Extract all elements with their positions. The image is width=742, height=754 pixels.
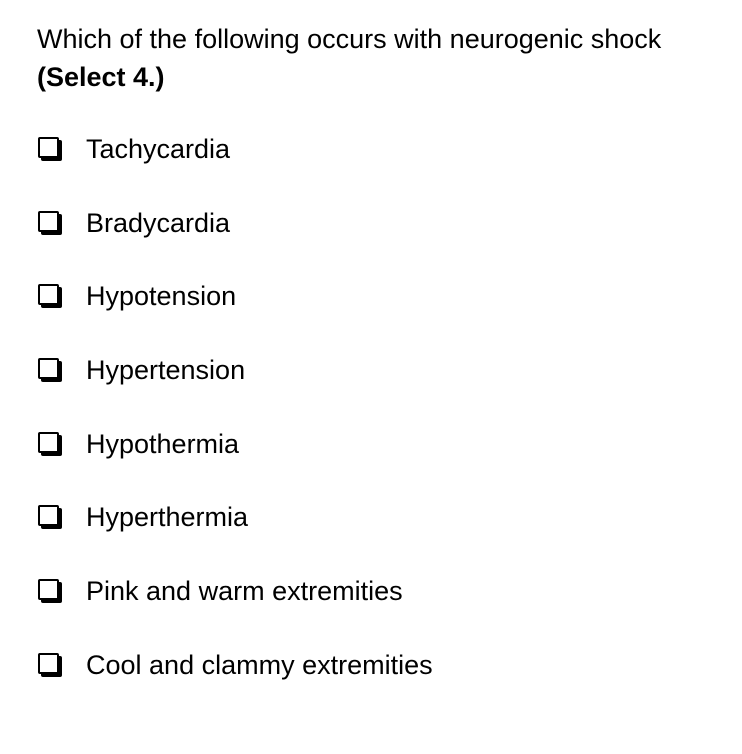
checkbox-icon[interactable]	[38, 358, 62, 382]
answer-options-list	[38, 130, 433, 720]
option-hypothermia[interactable]	[38, 425, 433, 463]
checkbox-square	[38, 284, 59, 305]
checkbox-icon[interactable]	[38, 211, 62, 235]
checkbox-square	[38, 653, 59, 674]
checkbox-square	[38, 505, 59, 526]
option-cool-clammy-extremities[interactable]	[38, 646, 433, 684]
option-label: Hyperthermia	[86, 502, 249, 533]
checkbox-icon[interactable]	[38, 137, 62, 161]
option-label: Bradycardia	[86, 207, 231, 238]
checkbox-square	[38, 432, 59, 453]
option-label: Pink and warm extremities	[86, 576, 403, 607]
checkbox-icon[interactable]	[38, 653, 62, 677]
option-hypotension[interactable]	[38, 277, 433, 315]
option-label: Hypotension	[86, 281, 237, 312]
checkbox-icon[interactable]	[38, 579, 62, 603]
question-text: Which of the following occurs with neurogenic shock	[37, 24, 662, 54]
checkbox-icon[interactable]	[38, 432, 62, 456]
select-instruction: (Select 4.)	[37, 62, 165, 92]
option-label: Cool and clammy extremities	[86, 649, 433, 680]
checkbox-square	[38, 211, 59, 232]
option-label: Hypothermia	[86, 428, 240, 459]
option-pink-warm-extremities[interactable]	[38, 572, 433, 610]
question-block	[37, 20, 727, 96]
option-hypertension[interactable]	[38, 351, 433, 389]
checkbox-square	[38, 579, 59, 600]
option-label: Tachycardia	[86, 134, 231, 164]
option-tachycardia[interactable]	[38, 130, 433, 168]
checkbox-square	[38, 358, 59, 379]
checkbox-icon[interactable]	[38, 284, 62, 308]
option-label: Hypertension	[86, 355, 246, 386]
option-hyperthermia[interactable]	[38, 498, 433, 536]
checkbox-square	[38, 137, 59, 158]
option-bradycardia[interactable]	[38, 204, 433, 242]
checkbox-icon[interactable]	[38, 505, 62, 529]
